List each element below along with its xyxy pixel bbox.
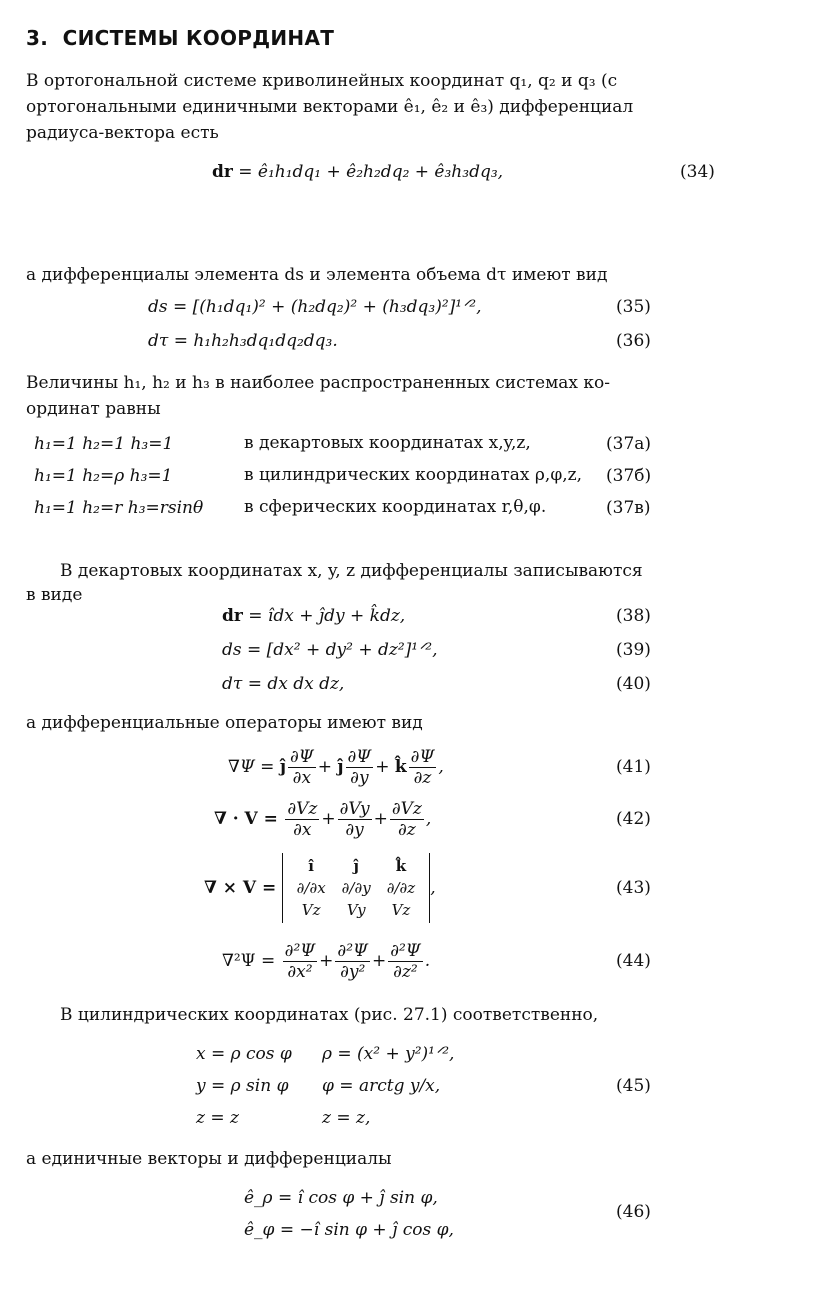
eq42-term2-den: ∂y xyxy=(345,819,364,840)
eq41-term3-vec: k̂ xyxy=(394,757,407,777)
eq42-term3-den: ∂z xyxy=(397,819,416,840)
intro-line-2: ортогональными единичными векторами ê₁, ê₂ и ê₃) дифференциал xyxy=(26,97,634,117)
section-heading xyxy=(26,26,334,50)
eq44-term2-frac xyxy=(335,941,370,982)
eq43-cell-0-1: ĵ xyxy=(353,857,359,875)
equation-40-number: (40) xyxy=(616,674,651,694)
text-values-line-2: ординат равны xyxy=(26,399,161,419)
equation-36: dτ = h₁h₂h₃dq₁dq₂dq₃. xyxy=(148,331,338,351)
eq41-term2-frac xyxy=(346,747,374,788)
eq42-lhs: ∇ · V = xyxy=(214,809,278,829)
eq41-term3-num: ∂Ψ xyxy=(410,746,435,767)
equation-44-number: (44) xyxy=(616,951,651,971)
eq44-term1-frac xyxy=(283,941,318,982)
equation-46-line-1: ê_ρ = î cos φ + ĵ sin φ, xyxy=(244,1188,438,1208)
equation-42-number: (42) xyxy=(616,809,651,829)
eq44-lhs: ∇²Ψ = xyxy=(222,951,276,971)
text-cylindrical: В цилиндрических координатах (рис. 27.1) соответственно, xyxy=(60,1005,599,1025)
eq42-term1-den: ∂x xyxy=(293,819,312,840)
eq44-term2-num: ∂²Ψ xyxy=(337,940,368,961)
equation-36-number: (36) xyxy=(616,331,651,351)
text-cartesian-line-1: В декартовых координатах x, y, z дифференциалы записываются xyxy=(60,561,643,581)
eq43-cell-1-1: ∂/∂y xyxy=(341,879,371,897)
equation-46-number: (46) xyxy=(616,1202,651,1222)
eq44-term3-num: ∂²Ψ xyxy=(390,940,421,961)
eq38-lhs: dr xyxy=(222,606,243,626)
eq41-term2-den: ∂y xyxy=(350,767,369,788)
eq41-term1-den: ∂x xyxy=(292,767,312,788)
equation-35: ds = [(h₁dq₁)² + (h₂dq₂)² + (h₃dq₃)²]¹ᐟ², xyxy=(148,297,482,317)
equation-43-number: (43) xyxy=(616,878,651,898)
eq42-term3-num: ∂Vz xyxy=(391,798,422,819)
eq43-lhs: ∇ × V = xyxy=(204,878,277,898)
equation-39-number: (39) xyxy=(616,640,651,660)
equation-40: dτ = dx dx dz, xyxy=(222,674,345,694)
equation-42: ∇ · V = $\frac{\partial Vz}{\partial x}$ + $\frac{\partial Vy}{\partial y}$ + $\frac{\partial Vz}{\partial z}$ , xyxy=(214,798,432,840)
equation-45-number: (45) xyxy=(616,1076,651,1096)
eq42-term1-num: ∂Vz xyxy=(287,798,318,819)
intro-line-1: В ортогональной системе криволинейных координат q₁, q₂ и q₃ (с xyxy=(26,71,618,91)
eq44-term2-den: ∂y² xyxy=(340,961,366,982)
eq41-term3-den: ∂z xyxy=(413,767,432,788)
eq44-term3-frac xyxy=(388,941,423,982)
eq41-term1-frac xyxy=(288,747,316,788)
section-number: 3. xyxy=(26,26,49,50)
eq43-cell-0-2: k̂ xyxy=(395,857,407,875)
section-title: СИСТЕМЫ КООРДИНАТ xyxy=(62,26,335,50)
table37-row-c-number: (37в) xyxy=(606,498,651,518)
table37-row-c-h: h₁=1 h₂=r h₃=rsinθ xyxy=(34,498,204,518)
equation-44: ∇²Ψ = $\frac{\text{∂²Ψ}}{\text{∂x²}}$ + $\frac{\text{∂²Ψ}}{\text{∂y²}}$ + $\frac{\text{∂²Ψ}}{\text{∂z²}}$ . xyxy=(222,940,431,982)
eq45-row-1-left: x = ρ cos φ xyxy=(196,1044,292,1064)
eq42-term1-frac xyxy=(285,799,319,840)
eq43-cell-1-2: ∂/∂z xyxy=(386,879,416,897)
equation-41: ∇Ψ = ĵ $\frac{\partial\Psi}{\partial x}$ + ĵ $\frac{\partial\Psi}{\partial y}$ + k̂ $\frac{\partial\Psi}{\partial z}$ , xyxy=(228,746,444,788)
eq43-determinant xyxy=(282,853,431,923)
eq43-cell-1-0: ∂/∂x xyxy=(296,879,326,897)
equation-41-number: (41) xyxy=(616,757,651,777)
eq41-term1-num: ∂Ψ xyxy=(290,746,314,767)
table37-row-a-number: (37а) xyxy=(606,434,652,454)
equation-35-number: (35) xyxy=(616,297,651,317)
eq44-term1-num: ∂²Ψ xyxy=(284,940,316,961)
eq45-row-3-left: z = z xyxy=(196,1108,239,1128)
eq43-cell-2-2: Vz xyxy=(391,901,411,919)
text-differentials: а дифференциалы элемента ds и элемента объема dτ имеют вид xyxy=(26,265,608,285)
eq42-term2-num: ∂Vy xyxy=(339,798,370,819)
eq41-term3-frac xyxy=(409,747,437,788)
eq45-row-2-right: φ = arctg y/x, xyxy=(322,1076,441,1096)
eq38-rhs: = îdx + ĵdy + k̂dz, xyxy=(242,606,406,626)
table37-row-b-desc: в цилиндрических координатах ρ,φ,z, xyxy=(244,465,582,485)
eq45-row-3-right: z = z, xyxy=(322,1108,371,1128)
eq41-term2-num: ∂Ψ xyxy=(347,746,372,767)
table37-row-b-h: h₁=1 h₂=ρ h₃=1 xyxy=(34,466,173,486)
eq41-term2-vec: ĵ xyxy=(337,757,344,777)
text-values-line-1: Величины h₁, h₂ и h₃ в наиболее распространенных системах ко- xyxy=(26,373,611,393)
eq34-rhs: = ê₁h₁dq₁ + ê₂h₂dq₂ + ê₃h₃dq₃, xyxy=(232,162,504,182)
equation-34 xyxy=(212,162,503,182)
text-unit-vectors: а единичные векторы и дифференциалы xyxy=(26,1149,392,1169)
eq44-term1-den: ∂x² xyxy=(287,961,313,982)
eq41-term1-vec: ĵ xyxy=(279,757,286,777)
equation-43: ∇ × V = î ĵ k̂ ∂/∂x ∂/∂y ∂/∂z Vz Vy Vz , xyxy=(204,848,436,928)
equation-34-number: (34) xyxy=(680,162,715,182)
intro-line-3: радиуса-вектора есть xyxy=(26,123,219,143)
eq43-cell-0-0: î xyxy=(308,857,314,875)
eq41-lhs: ∇Ψ = xyxy=(228,757,275,777)
eq42-term3-frac xyxy=(390,799,424,840)
text-cartesian-line-2: в виде xyxy=(26,585,83,605)
eq43-cell-2-1: Vy xyxy=(346,901,366,919)
table37-row-a-h: h₁=1 h₂=1 h₃=1 xyxy=(34,434,174,454)
eq45-row-2-left: y = ρ sin φ xyxy=(196,1076,289,1096)
table37-row-c-desc: в сферических координатах r,θ,φ. xyxy=(244,497,547,517)
equation-46-line-2: ê_φ = −î sin φ + ĵ cos φ, xyxy=(244,1220,454,1240)
table37-row-b-number: (37б) xyxy=(606,466,652,486)
eq42-term2-frac xyxy=(338,799,372,840)
eq34-lhs: dr xyxy=(212,162,233,182)
equation-38 xyxy=(222,606,405,626)
eq45-row-1-right: ρ = (x² + y²)¹ᐟ², xyxy=(322,1044,455,1064)
table37-row-a-desc: в декартовых координатах x,y,z, xyxy=(244,433,531,453)
equation-39: ds = [dx² + dy² + dz²]¹ᐟ², xyxy=(222,640,438,660)
equation-38-number: (38) xyxy=(616,606,651,626)
eq44-term3-den: ∂z² xyxy=(393,961,418,982)
text-operators: а дифференциальные операторы имеют вид xyxy=(26,713,423,733)
eq43-cell-2-0: Vz xyxy=(301,901,321,919)
